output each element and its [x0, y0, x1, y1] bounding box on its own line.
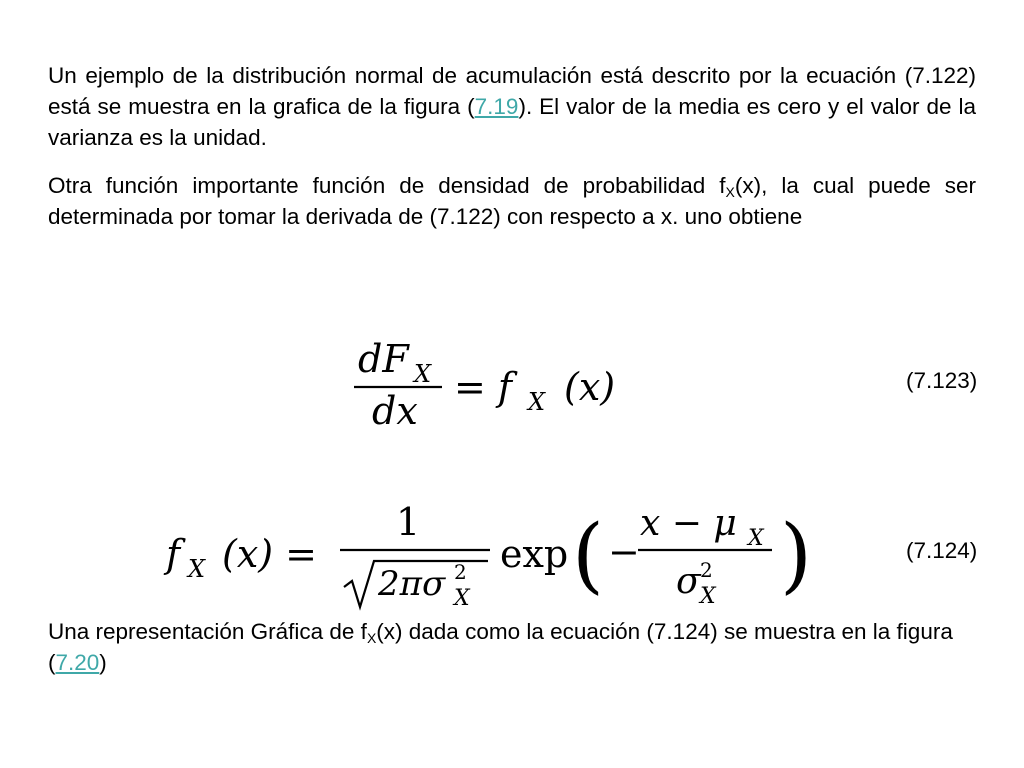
equation-7-123-graphic: [350, 330, 640, 433]
paragraph-text: ). El valor de la media es cero y el valor de la varianza es la unidad.: [48, 94, 976, 150]
equation-7-124: [160, 495, 820, 620]
paragraph-normal-distribution: [48, 60, 976, 153]
eq1-denominator: dx: [372, 389, 418, 433]
eq2-sqrt-body: 2πσ: [378, 564, 446, 604]
eq2-inner-numerator-subscript: X: [748, 526, 764, 551]
eq2-lhs-subscript: X: [188, 555, 206, 583]
eq2-sqrt-subscript: X: [454, 586, 470, 611]
eq2-inner-numerator: x − μ: [640, 503, 737, 544]
equation-number-7-123: (7.123): [906, 368, 978, 393]
eq2-inner-denominator: σ: [676, 561, 701, 602]
equation-7-123: [350, 330, 640, 435]
figure-link-7-20[interactable]: 7.20: [55, 650, 100, 675]
eq2-inner-denominator-subscript: X: [700, 584, 716, 609]
eq2-exp: exp: [500, 532, 569, 576]
paragraph-text: Un ejemplo de la distribución normal de acumulación está descrito por la ecuación (7.122) está se muestra en la grafica de la figura (: [48, 63, 976, 119]
paragraph-text: Una representación Gráfica de f: [48, 619, 367, 644]
paragraph-text: ): [99, 650, 107, 675]
figure-link-7-19[interactable]: 7.19: [474, 94, 519, 119]
paragraph-text: (x) dada como la ecuación (7.124) se muestra en la figura (: [48, 619, 953, 675]
subscript: X: [725, 184, 735, 200]
eq1-numerator-subscript: X: [414, 360, 432, 388]
equation-number-7-124: (7.124): [906, 538, 978, 563]
eq2-lhs: f: [166, 532, 181, 576]
eq2-sqrt-superscript: 2: [454, 560, 467, 584]
eq2-minus: −: [608, 530, 640, 574]
eq2-close-paren: ): [780, 508, 812, 603]
subscript: X: [366, 630, 377, 646]
eq1-numerator: dF: [358, 337, 409, 381]
eq2-lhs-argument: (x) =: [222, 532, 317, 576]
paragraph-text: Otra función importante función de densidad de probabilidad f: [48, 173, 726, 198]
paragraph-graphical-representation: [48, 616, 968, 678]
eq1-rhs-argument: (x): [564, 365, 616, 409]
eq2-inner-denominator-superscript: 2: [700, 558, 713, 582]
paragraph-density-function: [48, 170, 976, 232]
eq2-open-paren: (: [572, 508, 604, 603]
eq1-rhs-subscript: X: [528, 388, 546, 416]
equation-7-124-graphic: [160, 495, 820, 615]
eq1-rhs: = f: [454, 365, 512, 409]
paragraph-text: (x), la cual puede ser determinada por tomar la derivada de (7.122) con respecto a x. uno obtiene: [48, 173, 976, 229]
eq2-fraction-numerator: 1: [396, 500, 421, 544]
